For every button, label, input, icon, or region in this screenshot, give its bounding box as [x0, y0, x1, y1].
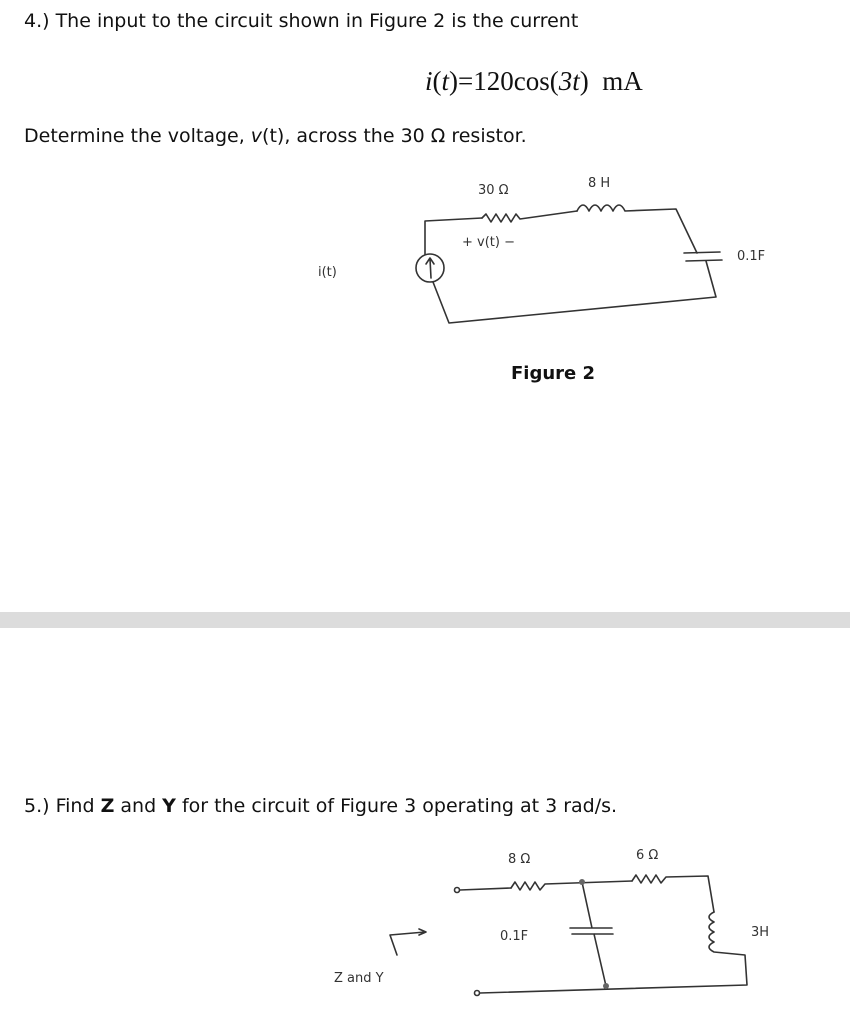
label-0.1f: 0.1F — [500, 929, 529, 944]
section-divider — [0, 612, 850, 628]
wire — [460, 888, 511, 890]
inductor-8h — [577, 205, 697, 253]
wire — [433, 261, 716, 323]
resistor-6-ohm — [632, 875, 714, 912]
arrow-up-icon — [426, 258, 434, 278]
capacitor-plates — [684, 252, 722, 261]
label-6-ohm: 6 Ω — [636, 848, 659, 863]
current-equation: i(t)=120cos(3t) mA — [425, 66, 643, 96]
label-8-ohm: 8 Ω — [508, 852, 531, 867]
question-var: v — [250, 125, 263, 147]
eq-lhs: i — [425, 66, 433, 96]
eq-rhs: =120cos — [458, 66, 550, 96]
eq-rhs-arg: 3t — [558, 66, 580, 96]
question-prefix: Determine the voltage, — [24, 125, 251, 147]
p5-prefix: 5.) Find — [24, 795, 101, 817]
label-it: i(t) — [318, 265, 337, 280]
label-0.1f: 0.1F — [737, 249, 766, 264]
label-vt: + v(t) − — [462, 235, 515, 250]
node — [579, 879, 585, 885]
label-8h: 8 H — [588, 176, 611, 191]
port-arrow-icon — [390, 929, 426, 955]
terminal-top — [455, 888, 460, 893]
p5-and: and — [114, 795, 163, 817]
label-3h: 3H — [751, 925, 770, 940]
label-z-and-y: Z and Y — [334, 971, 384, 986]
question-suffix: , across the 30 Ω resistor. — [284, 125, 527, 147]
problem5-question — [24, 795, 617, 817]
terminal-bottom — [475, 991, 480, 996]
figure2-caption: Figure 2 — [511, 363, 596, 384]
problem4-intro: 4.) The input to the circuit shown in Figure 2 is the current — [24, 10, 579, 32]
label-30-ohm: 30 Ω — [478, 183, 509, 198]
capacitor-branch — [570, 882, 613, 986]
p5-z: Z — [100, 795, 115, 817]
question-var-arg: (t) — [262, 125, 285, 147]
inductor-3h — [480, 912, 747, 993]
p5-y: Y — [162, 795, 176, 817]
resistor-8-ohm — [511, 881, 632, 890]
node — [603, 983, 609, 989]
figure3-circuit — [334, 848, 769, 996]
eq-arg: t — [441, 66, 450, 96]
resistor-30-ohm — [482, 211, 577, 222]
p5-suffix: for the circuit of Figure 3 operating at 3 rad/s. — [175, 795, 618, 817]
figure2-circuit — [318, 176, 765, 323]
eq-unit: mA — [602, 66, 643, 96]
